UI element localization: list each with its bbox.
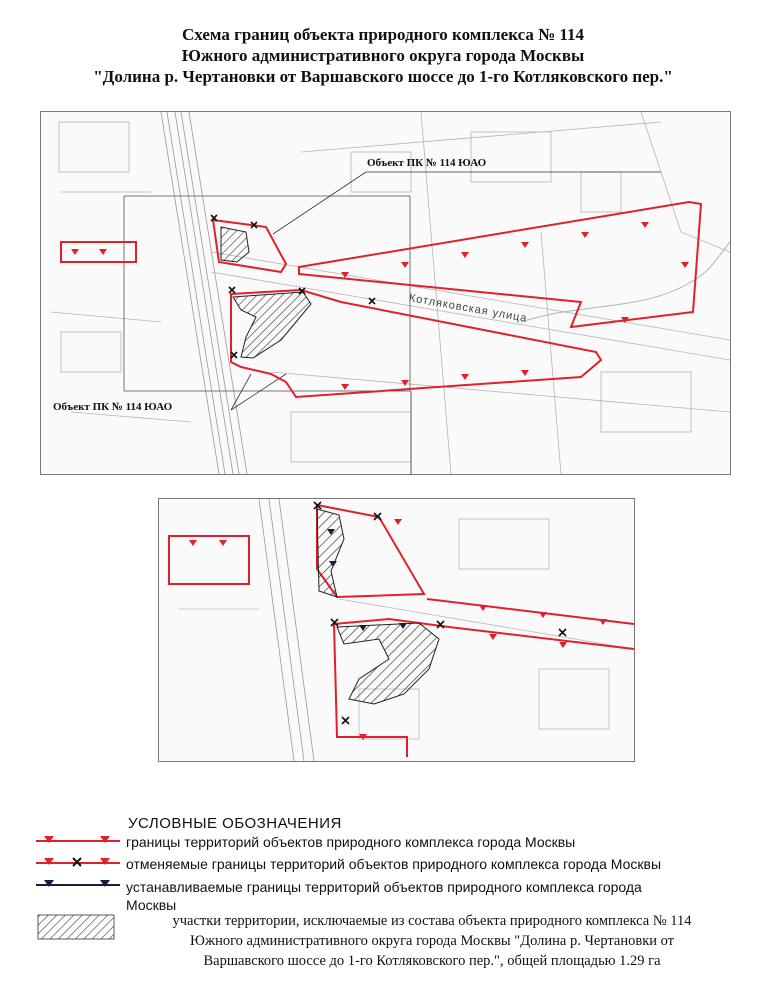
- legend-symbol-red-line: [34, 833, 122, 853]
- street-label: Котляковская улица: [407, 292, 529, 325]
- legend-item-cancelled: [34, 854, 744, 874]
- legend-text-established-2: Москвы: [126, 897, 177, 913]
- boundary-west-strip: [61, 242, 136, 262]
- map-label-object-left: Объект ПК № 114 ЮАО: [53, 401, 173, 413]
- legend-symbol-hatch: [34, 912, 118, 942]
- map-title-line1: Схема границ объекта природного комплекса № 114: [182, 25, 584, 44]
- legend-item-boundary: [34, 833, 744, 853]
- main-map[interactable]: [40, 111, 731, 475]
- legend-text-boundary: границы территорий объектов природного комплекса города Москвы: [126, 834, 576, 850]
- park-boundaries: [61, 202, 701, 397]
- inset-railway: [259, 499, 314, 761]
- legend-text-excluded-2: Южного административного округа города Москвы "Долина р. Чертановки от: [189, 933, 675, 949]
- inset-boundary-west: [169, 536, 249, 584]
- legend-item-established: [34, 877, 744, 913]
- inset-map-drawing: [159, 499, 634, 761]
- legend-text-cancelled: отменяемые границы территорий объектов природного комплекса города Москвы: [126, 856, 662, 872]
- inset-cancel-marks: [314, 502, 566, 724]
- map-title-line2: Южного административного округа города Москвы: [181, 46, 585, 65]
- legend-text-excluded-1: участки территории, исключаемые из состава объекта природного комплекса № 114: [172, 913, 692, 929]
- map-title-line3: "Долина р. Чертановки от Варшавского шоссе до 1-го Котляковского пер.": [93, 67, 673, 86]
- inset-map[interactable]: [158, 498, 635, 762]
- map-label-object-top: Объект ПК № 114 ЮАО: [367, 157, 487, 169]
- legend-text-established-1: устанавливаемые границы территорий объектов природного комплекса города: [126, 879, 642, 895]
- legend-text-excluded-3: Варшавского шоссе до 1-го Котляковского пер.", общей площадью 1.29 га: [203, 953, 661, 969]
- inset-frame: [124, 196, 410, 391]
- legend-symbol-dark-line: [34, 877, 122, 897]
- legend-title: УСЛОВНЫЕ ОБОЗНАЧЕНИЯ: [128, 815, 342, 832]
- legend-item-excluded: [34, 912, 744, 972]
- legend-symbol-cancel-line: [34, 854, 122, 874]
